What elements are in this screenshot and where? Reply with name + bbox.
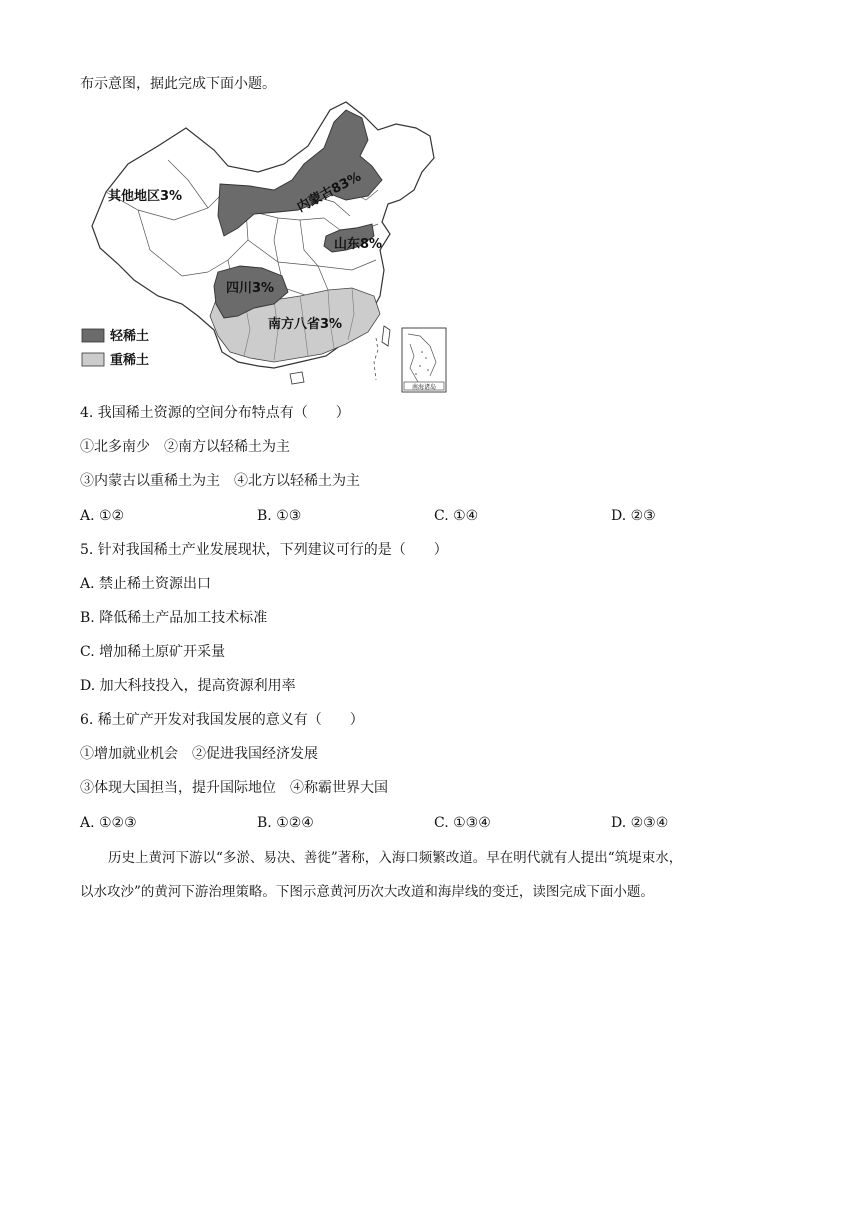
map-legend xyxy=(82,328,149,368)
q4-option-a[interactable]: A. ①② xyxy=(80,508,125,524)
q5-option-c[interactable]: C. 增加稀土原矿开采量 xyxy=(80,644,226,660)
label-inner-mongolia: 内蒙古83% xyxy=(294,169,364,216)
q4-option-c[interactable]: C. ①④ xyxy=(434,508,479,524)
legend-swatch-light xyxy=(82,329,104,342)
q6-option-b[interactable]: B. ①②④ xyxy=(257,815,314,831)
q6-option-c[interactable]: C. ①③④ xyxy=(434,815,491,831)
island-taiwan xyxy=(382,326,390,346)
inset-south-china-sea xyxy=(402,328,446,392)
q4-option-d[interactable]: D. ②③ xyxy=(611,508,656,524)
q4-option-b[interactable]: B. ①③ xyxy=(257,508,302,524)
label-sichuan: 四川3% xyxy=(226,281,275,296)
q6-option-a[interactable]: A. ①②③ xyxy=(80,815,137,831)
q5-option-b[interactable]: B. 降低稀土产品加工技术标准 xyxy=(80,610,268,626)
label-shandong: 山东8% xyxy=(334,237,383,252)
q4-stem: 4. 我国稀土资源的空间分布特点有（ ） xyxy=(80,405,350,421)
q4-statements-2: ③内蒙古以重稀土为主 ④北方以轻稀土为主 xyxy=(80,473,360,489)
island-hainan xyxy=(290,372,304,384)
intro-text: 布示意图，据此完成下面小题。 xyxy=(80,76,276,92)
q5-option-d[interactable]: D. 加大科技投入，提高资源利用率 xyxy=(80,678,296,694)
passage-line-2: 以水攻沙”的黄河下游治理策略。下图示意黄河历次大改道和海岸线的变迁，读图完成下面小题。 xyxy=(80,884,654,900)
legend-swatch-heavy xyxy=(82,353,104,366)
passage-line-1: 历史上黄河下游以“多淤、易决、善徙”著称，入海口频繁改道。早在明代就有人提出“筑堤束水， xyxy=(108,850,683,866)
q6-option-d[interactable]: D. ②③④ xyxy=(611,815,669,831)
q4-statements-1: ①北多南少 ②南方以轻稀土为主 xyxy=(80,439,290,455)
rare-earth-distribution-map xyxy=(78,100,450,396)
label-south-eight-provinces: 南方八省3% xyxy=(268,317,343,332)
q5-option-a[interactable]: A. 禁止稀土资源出口 xyxy=(80,576,212,592)
legend-light-label: 轻稀土 xyxy=(110,329,150,344)
inset-label: 南海诸岛 xyxy=(411,384,437,391)
q6-stem: 6. 稀土矿产开发对我国发展的意义有（ ） xyxy=(80,712,364,728)
q6-statements-2: ③体现大国担当，提升国际地位 ④称霸世界大国 xyxy=(80,780,388,796)
q5-stem: 5. 针对我国稀土产业发展现状，下列建议可行的是（ ） xyxy=(80,542,448,558)
q6-statements-1: ①增加就业机会 ②促进我国经济发展 xyxy=(80,746,318,762)
legend-heavy-label: 重稀土 xyxy=(110,353,150,368)
label-other-regions: 其他地区3% xyxy=(108,189,183,204)
